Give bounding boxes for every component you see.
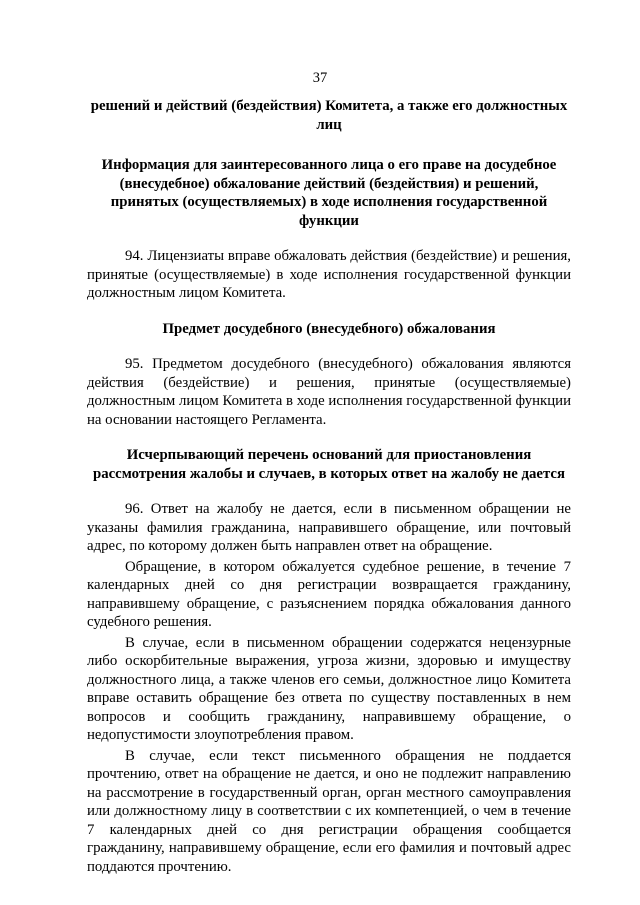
- heading-continuation: решений и действий (бездействия) Комитета, а также его должностных лиц: [90, 98, 568, 133]
- paragraph-94: 94. Лицензиаты вправе обжаловать действия (бездействие) и решения, принятые (осуществляемые) в ходе исполнения государственной функции должностным лицом Комитета.: [87, 248, 571, 301]
- heading-appeal-subject: Предмет досудебного (внесудебного) обжалования: [162, 320, 496, 337]
- paragraph-96: 96. Ответ на жалобу не дается, если в письменном обращении не указаны фамилия гражданина, направившего обращение, или почтовый адрес, по которому должен быть направлен ответ на обращение.: [87, 501, 571, 554]
- heading-appeal-information: Информация для заинтересованного лица о его праве на досудебное (внесудебное) обжалование действий (бездействия) и решений, принятых (осуществляемых) в ходе исполнения государственной функции: [101, 157, 557, 229]
- paragraph-court-decision: Обращение, в котором обжалуется судебное решение, в течение 7 календарных дней со дня регистрации возвращается гражданину, направившему обращение, с разъяснением порядка обжалования данного судебного решения.: [87, 558, 571, 630]
- page-content: [87, 97, 571, 876]
- paragraph-unreadable-text: В случае, если текст письменного обращения не поддается прочтению, ответ на обращение не дается, и оно не подлежит направлению на рассмотрение в государственный орган, орган местного самоуправления или должностному лицу в соответствии с их компетенцией, о чем в течение 7 календарных дней со дня регистрации обращения сообщается гражданину, направившему обращение, если его фамилия и почтовый адрес поддаются прочтению.: [87, 747, 571, 875]
- heading-suspension-grounds: Исчерпывающий перечень оснований для приостановления рассмотрения жалобы и случаев, в которых ответ на жалобу не дается: [92, 447, 565, 482]
- paragraph-95: 95. Предметом досудебного (внесудебного) обжалования являются действия (бездействие) и решения, принятые (осуществляемые) должностным лицом Комитета в ходе исполнения государственной функции на основании настоящего Регламента.: [87, 356, 571, 428]
- page-number: 37: [312, 70, 328, 86]
- paragraph-obscene-language: В случае, если в письменном обращении содержатся нецензурные либо оскорбительные выражения, угроза жизни, здоровью и имуществу должностного лица, а также членов его семьи, должностное лицо Комитета вправе оставить обращение без ответа по существу поставленных в нем вопросов и сообщить гражданину, направившему обращение, о недопустимости злоупотребления правом.: [87, 634, 571, 743]
